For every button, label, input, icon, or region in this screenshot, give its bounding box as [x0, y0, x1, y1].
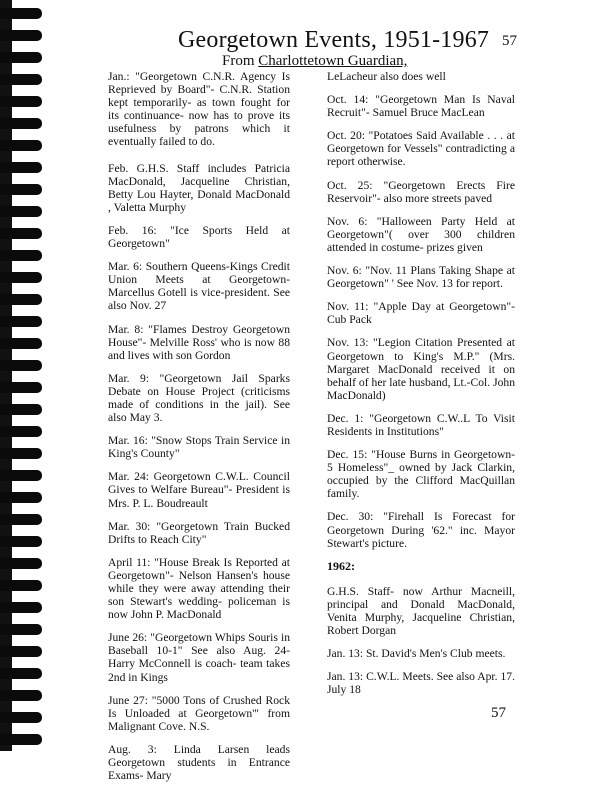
entry-feb-16: Feb. 16: "Ice Sports Held at Georgetown": [108, 223, 290, 251]
entry-mar-30: Mar. 30: "Georgetown Train Bucked Drifts to Reach City": [108, 519, 290, 546]
entry-june-27: June 27: "5000 Tons of Crushed Rock Is Unloaded at Georgetown'" from Malignant Cove. N.S.: [108, 693, 290, 733]
binding-loop: [0, 558, 42, 569]
entry-nov-6-plans: Nov. 6: "Nov. 11 Plans Taking Shape at Georgetown" ' See Nov. 13 for report.: [327, 264, 515, 291]
binding-loop: [0, 294, 42, 305]
entry-mar-16: Mar. 16: "Snow Stops Train Service in King's County": [108, 434, 290, 461]
entry-dec-30: Dec. 30: "Firehall Is Forecast for Georgetown During '62." inc. Mayor Stewart's picture.: [327, 510, 515, 550]
binding-loop: [0, 272, 42, 283]
binding-loop: [0, 404, 42, 415]
page-subtitle: [222, 53, 407, 70]
binding-loop: [0, 140, 42, 151]
binding-loop: [0, 360, 42, 371]
binding-loop: [0, 52, 42, 63]
binding-loop: [0, 228, 42, 239]
binding-spine: [0, 0, 12, 751]
binding-loop: [0, 602, 42, 613]
binding-loop: [0, 646, 42, 657]
binding-loop: [0, 8, 42, 19]
entry-jan: Jan.: "Georgetown C.N.R. Agency Is Reprieved by Board"- C.N.R. Station kept temporarily- as town fought for its continuance- now has to prove its usefulness by patrons which it eventually failed to do.: [108, 70, 290, 149]
binding-loop: [0, 624, 42, 635]
entry-mar-8: Mar. 8: "Flames Destroy Georgetown House"- Melville Ross' who is now 88 and lives with son Gordon: [108, 322, 290, 362]
entry-feb-staff: Feb. G.H.S. Staff includes Patricia MacDonald, Jacqueline Christian, Betty Lou Hayter, Donald MacDonald , Valetta Murphy: [108, 161, 290, 214]
binding-loop: [0, 536, 42, 547]
entry-oct-14: Oct. 14: "Georgetown Man Is Naval Recruit"- Samuel Bruce MacLean: [327, 93, 515, 120]
binding-loop: [0, 668, 42, 679]
binding-loop: [0, 118, 42, 129]
entry-1962-jan-13-mens-club: Jan. 13: St. David's Men's Club meets.: [327, 647, 506, 661]
entry-oct-25: Oct. 25: "Georgetown Erects Fire Reservoir"- also more streets paved: [327, 178, 515, 205]
binding-loop: [0, 30, 42, 41]
year-heading: 1962:: [327, 558, 355, 573]
binding-loop: [0, 162, 42, 173]
entry-april-11: April 11: "House Break Is Reported at Georgetown"- Nelson Hansen's house while they were away attending their son Stewart's wedding- policeman is now John P. MacDonald: [108, 555, 290, 622]
binding-loop: [0, 338, 42, 349]
binding-loop: [0, 712, 42, 723]
binding-loop: [0, 426, 42, 437]
left-column: [108, 70, 290, 792]
binding-loop: [0, 690, 42, 701]
entry-mar-9: Mar. 9: "Georgetown Jail Sparks Debate on House Project (criticisms made of conditions in the jail). See also May 3.: [108, 371, 290, 425]
right-column: [327, 70, 515, 706]
binding-loop: [0, 580, 42, 591]
binding-loop: [0, 448, 42, 459]
entry-mar-24: Mar. 24: Georgetown C.W.L. Council Gives to Welfare Bureau"- President is Mrs. P. L. Boudreault: [108, 470, 290, 510]
binding-loop: [0, 96, 42, 107]
entry-aug-3: Aug. 3: Linda Larsen leads Georgetown students in Entrance Exams- Mary: [108, 742, 290, 783]
entry-1962-staff: G.H.S. Staff- now Arthur Macneill, principal and Donald MacDonald, Venita Murphy, Jacqueline Christian, Robert Dorgan: [327, 584, 515, 638]
binding-loop: [0, 382, 42, 393]
binding-loop: [0, 74, 42, 85]
entry-dec-1: Dec. 1: "Georgetown C.W..L To Visit Residents in Institutions": [327, 411, 515, 438]
entry-continued: LeLacheur also does well: [327, 70, 446, 83]
page-number-bottom: 57: [491, 705, 506, 721]
page-title: Georgetown Events, 1951-1967: [178, 27, 490, 53]
binding-loop: [0, 206, 42, 217]
subtitle-source: Charlottetown Guardian,: [258, 53, 408, 69]
entry-mar-6: Mar. 6: Southern Queens-Kings Credit Union Meets at Georgetown- Marcellus Gotell is vice-president. See also Nov. 27: [108, 260, 290, 313]
subtitle-prefix: From: [222, 53, 255, 69]
page-number-top: 57: [502, 33, 517, 49]
binding-loop: [0, 316, 42, 327]
entry-june-26: June 26: "Georgetown Whips Souris in Baseball 10-1" See also Aug. 24- Harry McConnell is coach- team takes 2nd in Kings: [108, 631, 290, 684]
entry-nov-13: Nov. 13: "Legion Citation Presented at Georgetown to King's M.P." (Mrs. Margaret MacDonald received it on behalf of her late husband, Lt.-Col. John MacDonald): [327, 336, 515, 402]
entry-nov-11: Nov. 11: "Apple Day at Georgetown"- Cub Pack: [327, 300, 515, 327]
binding-loop: [0, 184, 42, 195]
entry-1962-jan-13-cwl: Jan. 13: C.W.L. Meets. See also Apr. 17. July 18: [327, 670, 515, 697]
entry-dec-15: Dec. 15: "House Burns in Georgetown-5 Homeless"_ owned by Jack Clarkin, occupied by the Clifford MacQuillan family.: [327, 448, 515, 501]
binding-loop: [0, 734, 42, 745]
spiral-binding: [0, 0, 44, 751]
binding-loop: [0, 250, 42, 261]
binding-loop: [0, 470, 42, 481]
binding-loop: [0, 514, 42, 525]
entry-oct-20: Oct. 20: "Potatoes Said Available . . . at Georgetown for Vessels" contradicting a report otherwise.: [327, 129, 515, 169]
entry-nov-6-halloween: Nov. 6: "Halloween Party Held at Georgetown"( over 300 children attended in costume- prizes given: [327, 214, 515, 254]
binding-loop: [0, 492, 42, 503]
